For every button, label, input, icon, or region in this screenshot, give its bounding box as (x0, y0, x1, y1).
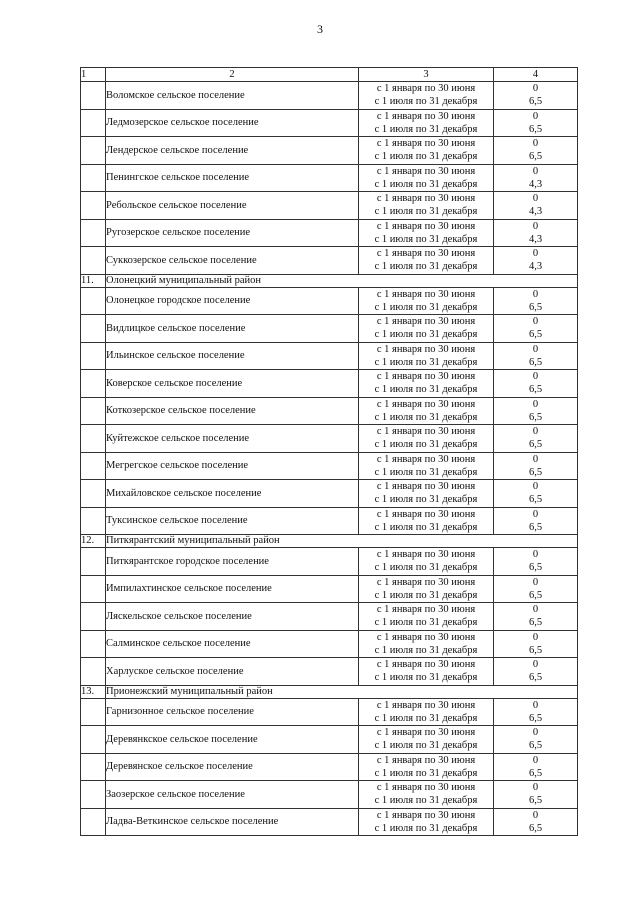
period-cell (359, 315, 494, 343)
rate-second-half: 6,5 (528, 466, 543, 478)
rate-second-half: 6,5 (528, 301, 543, 313)
rate-first-half: 0 (532, 659, 539, 671)
period-first-half: с 1 января по 30 июня (376, 220, 476, 232)
period-cell (359, 603, 494, 631)
rate-cell (494, 137, 578, 165)
rate-cell (494, 698, 578, 726)
period-second-half: с 1 июля по 31 декабря (374, 521, 478, 533)
period-cell (359, 507, 494, 535)
settlement-name: Олонецкое городское поселение (106, 287, 359, 315)
rate-first-half: 0 (532, 604, 539, 616)
row-number-cell (81, 452, 106, 480)
rate-second-half: 6,5 (528, 562, 543, 574)
period-cell (359, 726, 494, 754)
period-first-half: с 1 января по 30 июня (376, 398, 476, 410)
settlement-name: Питкярантское городское поселение (106, 548, 359, 576)
row-number-cell (81, 698, 106, 726)
rate-second-half: 6,5 (528, 672, 543, 684)
table-row (81, 219, 578, 247)
rate-cell (494, 781, 578, 809)
period-cell (359, 781, 494, 809)
rate-second-half: 6,5 (528, 329, 543, 341)
row-number-cell (81, 480, 106, 508)
header-col-4: 4 (494, 68, 578, 82)
settlement-name: Мегрегское сельское поселение (106, 452, 359, 480)
period-second-half: с 1 июля по 31 декабря (374, 356, 478, 368)
table-row (81, 164, 578, 192)
table-row (81, 698, 578, 726)
rate-second-half: 6,5 (528, 822, 543, 834)
period-cell (359, 808, 494, 836)
table-row (81, 192, 578, 220)
rate-second-half: 6,5 (528, 767, 543, 779)
rate-cell (494, 630, 578, 658)
rate-second-half: 4,3 (528, 206, 543, 218)
period-cell (359, 698, 494, 726)
row-number-cell (81, 808, 106, 836)
settlement-name: Ильинское сельское поселение (106, 342, 359, 370)
district-number: 11. (81, 274, 106, 287)
settlement-name: Лендерское сельское поселение (106, 137, 359, 165)
rate-second-half: 6,5 (528, 712, 543, 724)
period-second-half: с 1 июля по 31 декабря (374, 151, 478, 163)
rate-cell (494, 480, 578, 508)
table-row (81, 370, 578, 398)
district-number: 12. (81, 535, 106, 548)
period-first-half: с 1 января по 30 июня (376, 288, 476, 300)
rate-second-half: 6,5 (528, 151, 543, 163)
period-first-half: с 1 января по 30 июня (376, 754, 476, 766)
rate-cell (494, 507, 578, 535)
table-row (81, 575, 578, 603)
period-second-half: с 1 июля по 31 декабря (374, 233, 478, 245)
rate-second-half: 6,5 (528, 617, 543, 629)
row-number-cell (81, 370, 106, 398)
rate-cell (494, 109, 578, 137)
table-row (81, 287, 578, 315)
period-second-half: с 1 июля по 31 декабря (374, 644, 478, 656)
settlement-name: Ребольское сельское поселение (106, 192, 359, 220)
table-row (81, 726, 578, 754)
period-first-half: с 1 января по 30 июня (376, 604, 476, 616)
period-second-half: с 1 июля по 31 декабря (374, 795, 478, 807)
settlement-name: Ругозерское сельское поселение (106, 219, 359, 247)
settlement-name: Воломское сельское поселение (106, 82, 359, 110)
page-number: 3 (317, 22, 323, 36)
rate-second-half: 6,5 (528, 96, 543, 108)
rate-second-half: 6,5 (528, 411, 543, 423)
table-row (81, 781, 578, 809)
period-second-half: с 1 июля по 31 декабря (374, 439, 478, 451)
rate-cell (494, 452, 578, 480)
period-first-half: с 1 января по 30 июня (376, 782, 476, 794)
row-number-cell (81, 247, 106, 275)
rate-cell (494, 342, 578, 370)
rate-first-half: 0 (532, 138, 539, 150)
period-first-half: с 1 января по 30 июня (376, 110, 476, 122)
row-number-cell (81, 137, 106, 165)
period-cell (359, 137, 494, 165)
rate-cell (494, 425, 578, 453)
rate-first-half: 0 (532, 288, 539, 300)
rate-cell (494, 287, 578, 315)
period-first-half: с 1 января по 30 июня (376, 453, 476, 465)
rate-second-half: 4,3 (528, 233, 543, 245)
table-row (81, 109, 578, 137)
rate-second-half: 4,3 (528, 261, 543, 273)
rate-cell (494, 397, 578, 425)
table-row (81, 425, 578, 453)
period-cell (359, 480, 494, 508)
period-first-half: с 1 января по 30 июня (376, 549, 476, 561)
table-row (81, 658, 578, 686)
row-number-cell (81, 575, 106, 603)
table-row (81, 397, 578, 425)
period-first-half: с 1 января по 30 июня (376, 699, 476, 711)
period-cell (359, 82, 494, 110)
header-row (81, 68, 578, 82)
rate-first-half: 0 (532, 398, 539, 410)
rate-cell (494, 808, 578, 836)
rate-cell (494, 370, 578, 398)
period-first-half: с 1 января по 30 июня (376, 343, 476, 355)
period-second-half: с 1 июля по 31 декабря (374, 617, 478, 629)
period-second-half: с 1 июля по 31 декабря (374, 261, 478, 273)
rate-first-half: 0 (532, 631, 539, 643)
period-cell (359, 658, 494, 686)
rate-first-half: 0 (532, 83, 539, 95)
period-first-half: с 1 января по 30 июня (376, 727, 476, 739)
settlement-name: Пенингское сельское поселение (106, 164, 359, 192)
rate-second-half: 6,5 (528, 740, 543, 752)
settlement-name: Коверское сельское поселение (106, 370, 359, 398)
period-first-half: с 1 января по 30 июня (376, 508, 476, 520)
period-second-half: с 1 июля по 31 декабря (374, 178, 478, 190)
rate-first-half: 0 (532, 508, 539, 520)
rate-cell (494, 726, 578, 754)
rate-second-half: 6,5 (528, 494, 543, 506)
period-second-half: с 1 июля по 31 декабря (374, 672, 478, 684)
settlement-name: Суккозерское сельское поселение (106, 247, 359, 275)
rate-cell (494, 753, 578, 781)
table-body (81, 68, 578, 836)
rate-first-half: 0 (532, 343, 539, 355)
rate-cell (494, 575, 578, 603)
rate-first-half: 0 (532, 809, 539, 821)
row-number-cell (81, 753, 106, 781)
rate-second-half: 6,5 (528, 439, 543, 451)
table-row (81, 452, 578, 480)
rate-cell (494, 658, 578, 686)
period-second-half: с 1 июля по 31 декабря (374, 589, 478, 601)
rate-second-half: 6,5 (528, 521, 543, 533)
district-row (81, 535, 578, 548)
period-first-half: с 1 января по 30 июня (376, 576, 476, 588)
row-number-cell (81, 192, 106, 220)
period-first-half: с 1 января по 30 июня (376, 83, 476, 95)
period-second-half: с 1 июля по 31 декабря (374, 384, 478, 396)
period-cell (359, 192, 494, 220)
period-first-half: с 1 января по 30 июня (376, 481, 476, 493)
table-row (81, 808, 578, 836)
period-second-half: с 1 июля по 31 декабря (374, 96, 478, 108)
period-first-half: с 1 января по 30 июня (376, 631, 476, 643)
rate-first-half: 0 (532, 576, 539, 588)
period-second-half: с 1 июля по 31 декабря (374, 301, 478, 313)
rate-cell (494, 164, 578, 192)
rate-cell (494, 247, 578, 275)
rate-first-half: 0 (532, 699, 539, 711)
rate-first-half: 0 (532, 453, 539, 465)
rate-first-half: 0 (532, 727, 539, 739)
settlement-name: Гарнизонное сельское поселение (106, 698, 359, 726)
period-first-half: с 1 января по 30 июня (376, 193, 476, 205)
row-number-cell (81, 287, 106, 315)
rate-second-half: 6,5 (528, 589, 543, 601)
settlement-name: Ледмозерское сельское поселение (106, 109, 359, 137)
period-cell (359, 548, 494, 576)
period-first-half: с 1 января по 30 июня (376, 809, 476, 821)
district-name: Прионежский муниципальный район (106, 685, 578, 698)
settlement-name: Ладва-Веткинское сельское поселение (106, 808, 359, 836)
rate-first-half: 0 (532, 371, 539, 383)
rate-first-half: 0 (532, 754, 539, 766)
period-cell (359, 630, 494, 658)
settlement-name: Ляскельское сельское поселение (106, 603, 359, 631)
period-first-half: с 1 января по 30 июня (376, 165, 476, 177)
settlement-name: Деревянкское сельское поселение (106, 726, 359, 754)
period-cell (359, 287, 494, 315)
rate-second-half: 6,5 (528, 795, 543, 807)
rate-first-half: 0 (532, 549, 539, 561)
rate-cell (494, 82, 578, 110)
settlement-name: Деревянское сельское поселение (106, 753, 359, 781)
rate-first-half: 0 (532, 110, 539, 122)
row-number-cell (81, 507, 106, 535)
period-second-half: с 1 июля по 31 декабря (374, 712, 478, 724)
period-first-half: с 1 января по 30 июня (376, 371, 476, 383)
table-row (81, 753, 578, 781)
period-cell (359, 342, 494, 370)
table-row (81, 507, 578, 535)
settlement-name: Харлуское сельское поселение (106, 658, 359, 686)
row-number-cell (81, 726, 106, 754)
row-number-cell (81, 548, 106, 576)
row-number-cell (81, 603, 106, 631)
table-row (81, 82, 578, 110)
row-number-cell (81, 425, 106, 453)
settlement-name: Видлицкое сельское поселение (106, 315, 359, 343)
settlement-name: Салминское сельское поселение (106, 630, 359, 658)
rate-first-half: 0 (532, 220, 539, 232)
rate-first-half: 0 (532, 193, 539, 205)
period-second-half: с 1 июля по 31 декабря (374, 329, 478, 341)
header-col-1: 1 (81, 68, 106, 82)
period-first-half: с 1 января по 30 июня (376, 426, 476, 438)
period-second-half: с 1 июля по 31 декабря (374, 206, 478, 218)
period-cell (359, 109, 494, 137)
table-row (81, 630, 578, 658)
period-cell (359, 753, 494, 781)
rate-cell (494, 219, 578, 247)
period-cell (359, 452, 494, 480)
period-first-half: с 1 января по 30 июня (376, 659, 476, 671)
period-second-half: с 1 июля по 31 декабря (374, 562, 478, 574)
rate-first-half: 0 (532, 782, 539, 794)
table-row (81, 548, 578, 576)
rate-first-half: 0 (532, 481, 539, 493)
row-number-cell (81, 658, 106, 686)
period-first-half: с 1 января по 30 июня (376, 316, 476, 328)
district-row (81, 685, 578, 698)
table-row (81, 342, 578, 370)
rate-second-half: 6,5 (528, 644, 543, 656)
settlement-name: Коткозерское сельское поселение (106, 397, 359, 425)
table-row (81, 603, 578, 631)
header-col-2: 2 (106, 68, 359, 82)
rate-first-half: 0 (532, 165, 539, 177)
row-number-cell (81, 82, 106, 110)
row-number-cell (81, 630, 106, 658)
rate-second-half: 6,5 (528, 384, 543, 396)
district-name: Питкярантский муниципальный район (106, 535, 578, 548)
row-number-cell (81, 397, 106, 425)
rate-second-half: 6,5 (528, 123, 543, 135)
rate-first-half: 0 (532, 426, 539, 438)
period-second-half: с 1 июля по 31 декабря (374, 494, 478, 506)
row-number-cell (81, 109, 106, 137)
row-number-cell (81, 315, 106, 343)
settlement-name: Куйтежское сельское поселение (106, 425, 359, 453)
table-row (81, 247, 578, 275)
period-cell (359, 370, 494, 398)
row-number-cell (81, 342, 106, 370)
period-cell (359, 425, 494, 453)
period-cell (359, 397, 494, 425)
rate-first-half: 0 (532, 316, 539, 328)
rate-second-half: 4,3 (528, 178, 543, 190)
rate-first-half: 0 (532, 248, 539, 260)
district-row (81, 274, 578, 287)
rate-cell (494, 192, 578, 220)
period-second-half: с 1 июля по 31 декабря (374, 123, 478, 135)
period-first-half: с 1 января по 30 июня (376, 138, 476, 150)
row-number-cell (81, 164, 106, 192)
rate-cell (494, 603, 578, 631)
district-number: 13. (81, 685, 106, 698)
settlement-name: Туксинское сельское поселение (106, 507, 359, 535)
period-cell (359, 575, 494, 603)
rate-cell (494, 315, 578, 343)
settlement-name: Михайловское сельское поселение (106, 480, 359, 508)
period-second-half: с 1 июля по 31 декабря (374, 740, 478, 752)
period-cell (359, 164, 494, 192)
period-cell (359, 219, 494, 247)
tax-rate-table (80, 67, 578, 836)
settlement-name: Заозерское сельское поселение (106, 781, 359, 809)
table-row (81, 480, 578, 508)
table-row (81, 137, 578, 165)
row-number-cell (81, 781, 106, 809)
header-col-3: 3 (359, 68, 494, 82)
rate-cell (494, 548, 578, 576)
district-name: Олонецкий муниципальный район (106, 274, 578, 287)
period-second-half: с 1 июля по 31 декабря (374, 822, 478, 834)
table-row (81, 315, 578, 343)
settlement-name: Импилахтинское сельское поселение (106, 575, 359, 603)
period-first-half: с 1 января по 30 июня (376, 248, 476, 260)
row-number-cell (81, 219, 106, 247)
rate-second-half: 6,5 (528, 356, 543, 368)
period-second-half: с 1 июля по 31 декабря (374, 466, 478, 478)
period-second-half: с 1 июля по 31 декабря (374, 411, 478, 423)
period-second-half: с 1 июля по 31 декабря (374, 767, 478, 779)
period-cell (359, 247, 494, 275)
